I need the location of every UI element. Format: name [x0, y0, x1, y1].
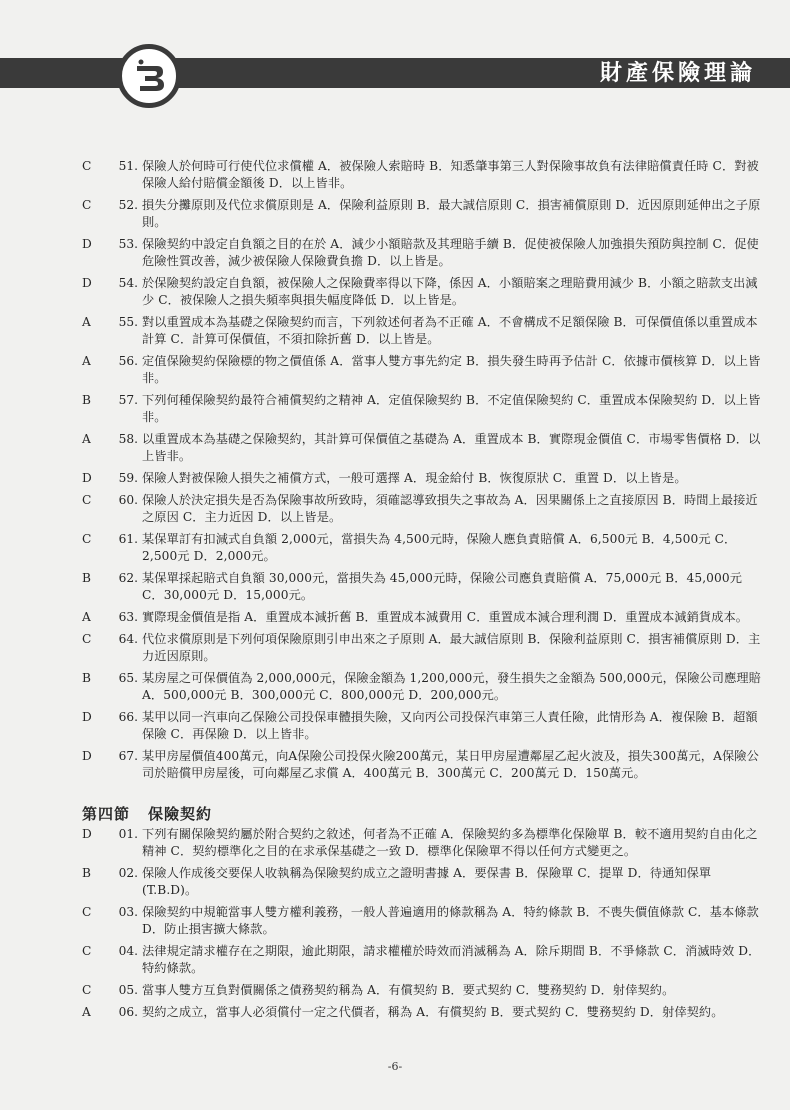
answer-letter: C	[82, 198, 92, 212]
question-number: 67.	[118, 748, 138, 763]
answer-letter: D	[82, 748, 92, 763]
question-list	[0, 158, 790, 787]
question-text: 某甲以同一汽車向乙保險公司投保車體損失險，又向丙公司投保汽車第三人責任險，此情形為 A．複保險 B．超額保險 C．再保險 D．以上皆非。	[142, 709, 758, 741]
question-item	[0, 353, 790, 387]
question-number: 56.	[118, 354, 138, 368]
question-item	[0, 943, 790, 977]
question-item	[0, 314, 790, 348]
question-item	[0, 826, 790, 860]
question-text: 某保單採起賠式自負額 30,000元，當損失為 45,000元時，保險公司應負責賠償 A．75,000元 B．45,000元 C．30,000元 D．15,000元。	[142, 570, 743, 602]
question-item	[0, 275, 790, 309]
dragon-logo-icon	[117, 44, 181, 108]
answer-letter: A	[82, 432, 91, 446]
question-text: 法律規定請求權存在之期限，逾此期限，請求權權於時效而消滅稱為 A．除斥期間 B．不爭條款 C．消滅時效 D．特約條款。	[142, 944, 761, 976]
question-number: 60.	[118, 492, 138, 507]
question-number: 03.	[118, 905, 138, 919]
answer-letter: C	[82, 631, 92, 646]
answer-letter: D	[82, 237, 92, 251]
question-item	[0, 982, 790, 999]
answer-letter: D	[82, 471, 92, 485]
question-text: 某房屋之可保價值為 2,000,000元，保險金額為 1,200,000元，發生損失之金額為 500,000元，保險公司應理賠 A．500,000元 B．300,000元 C．800,000元 D．200,000元。	[142, 670, 761, 702]
question-item	[0, 709, 790, 743]
answer-letter: C	[82, 531, 92, 546]
section-heading	[82, 803, 212, 824]
answer-letter: C	[82, 492, 92, 507]
question-item	[0, 670, 790, 704]
question-text: 保險人於何時可行使代位求償權 A．被保險人索賠時 B．知悉肇事第三人對保險事故負有法律賠償責任時 C．對被保險人給付賠償金額後 D．以上皆非。	[142, 159, 759, 191]
question-item	[0, 158, 790, 192]
question-text: 定值保險契約保險標的物之價值係 A．當事人雙方事先約定 B．損失發生時再予估計 C．依據市價核算 D．以上皆非。	[142, 354, 761, 386]
question-item	[0, 609, 790, 626]
question-text: 保險契約中規範當事人雙方權利義務，一般人普遍適用的條款稱為 A．特約條款 B．不喪失價值條款 C．基本條款 D．防止損害擴大條款。	[142, 905, 759, 937]
question-item	[0, 197, 790, 231]
question-text: 損失分攤原則及代位求償原則是 A．保險利益原則 B．最大誠信原則 C．損害補償原則 D．近因原則延伸出之子原則。	[142, 198, 761, 230]
question-number: 65.	[118, 670, 138, 685]
section-title: 保險契約	[148, 805, 213, 823]
answer-letter: D	[82, 276, 92, 290]
question-number: 05.	[118, 983, 138, 997]
answer-letter: C	[82, 983, 92, 997]
answer-letter: B	[82, 670, 91, 685]
question-number: 59.	[118, 471, 138, 485]
answer-letter: C	[82, 944, 92, 958]
question-number: 53.	[118, 237, 138, 251]
answer-letter: A	[82, 315, 91, 329]
question-number: 64.	[118, 631, 138, 646]
question-item	[0, 631, 790, 665]
question-item	[0, 392, 790, 426]
answer-letter: D	[82, 827, 92, 841]
question-item	[0, 470, 790, 487]
question-number: 55.	[118, 315, 138, 329]
question-number: 62.	[118, 570, 138, 585]
answer-letter: B	[82, 393, 91, 407]
question-number: 02.	[118, 866, 138, 880]
question-item	[0, 904, 790, 938]
question-item	[0, 492, 790, 526]
answer-letter: A	[82, 609, 91, 624]
question-item	[0, 1004, 790, 1021]
answer-letter: C	[82, 905, 92, 919]
question-number: 01.	[118, 827, 138, 841]
question-number: 04.	[118, 944, 138, 958]
question-item	[0, 748, 790, 782]
question-text: 對以重置成本為基礎之保險契約而言，下列敘述何者為不正確 A．不會構成不足額保險 B．可保價值係以重置成本計算 C．計算可保價值，不須扣除折舊 D．以上皆是。	[142, 315, 758, 347]
question-list-section4	[0, 826, 790, 1026]
question-text: 保險人於決定損失是否為保險事故所致時，須確認導致損失之事故為 A．因果關係上之直接原因 B．時間上最接近之原因 C．主力近因 D．以上皆是。	[142, 492, 758, 524]
question-number: 54.	[118, 276, 138, 290]
answer-letter: C	[82, 159, 92, 173]
question-item	[0, 865, 790, 899]
question-text: 以重置成本為基礎之保險契約，其計算可保價值之基礎為 A．重置成本 B．實際現金價值 C．市場零售價格 D．以上皆非。	[142, 432, 761, 464]
header-title: 財產保險理論	[599, 61, 756, 86]
question-number: 52.	[118, 198, 138, 212]
question-number: 66.	[118, 709, 138, 724]
question-text: 下列何種保險契約最符合補償契約之精神 A．定值保險契約 B．不定值保險契約 C．重置成本保險契約 D．以上皆非。	[142, 393, 761, 425]
question-number: 51.	[118, 159, 138, 173]
question-item	[0, 531, 790, 565]
answer-letter: B	[82, 570, 91, 585]
question-text: 下列有關保險契約屬於附合契約之敘述，何者為不正確 A．保險契約多為標準化保險單 B．較不適用契約自由化之精神 C．契約標準化之目的在求承保基礎之一致 D．標準化保險單不得以任何方式變更之。	[142, 827, 758, 859]
question-text: 某保單訂有扣減式自負額 2,000元，當損失為 4,500元時，保險人應負責賠償 A．6,500元 B．4,500元 C．2,500元 D．2,000元。	[142, 531, 737, 563]
section-label: 第四節	[82, 805, 131, 823]
answer-letter: D	[82, 709, 92, 724]
question-number: 58.	[118, 432, 138, 446]
answer-letter: A	[82, 1004, 91, 1019]
question-text: 保險人對被保險人損失之補償方式，一般可選擇 A．現金給付 B．恢復原狀 C．重置 D．以上皆是。	[142, 471, 687, 485]
question-text: 保險契約中設定自負額之目的在於 A．減少小額賠款及其理賠手續 B．促使被保險人加強損失預防與控制 C．促使危險性質改善，減少被保險人保險費負擔 D．以上皆是。	[142, 237, 759, 269]
question-item	[0, 570, 790, 604]
question-text: 於保險契約設定自負額，被保險人之保險費率得以下降，係因 A．小額賠案之理賠費用減少 B．小額之賠款支出減少 C．被保險人之損失頻率與損失幅度降低 D．以上皆是。	[142, 276, 758, 308]
answer-letter: B	[82, 866, 91, 880]
question-text: 契約之成立，當事人必須償付一定之代價者，稱為 A．有償契約 B．要式契約 C．雙務契約 D．射倖契約。	[142, 1004, 724, 1019]
question-text: 當事人雙方互負對價關係之債務契約稱為 A．有償契約 B．要式契約 C．雙務契約 D．射倖契約。	[142, 983, 675, 997]
question-text: 某甲房屋價值400萬元，向A保險公司投保火險200萬元，某日甲房屋遭鄰屋乙起火波及，損失300萬元，A保險公司於賠償甲房屋後，可向鄰屋乙求償 A．400萬元 B．300萬元 C．200萬元 D．150萬元。	[142, 748, 759, 780]
question-number: 06.	[118, 1004, 138, 1019]
question-text: 保險人作成後交要保人收執稱為保險契約成立之證明書據 A．要保書 B．保險單 C．提單 D．待通知保單(T.B.D)。	[142, 866, 712, 898]
page-number: -6-	[387, 1060, 403, 1073]
question-number: 63.	[118, 609, 138, 624]
question-text: 實際現金價值是指 A．重置成本減折舊 B．重置成本減費用 C．重置成本減合理利潤 D．重置成本減銷貨成本。	[142, 609, 749, 624]
question-text: 代位求償原則是下列何項保險原則引申出來之子原則 A．最大誠信原則 B．保險利益原則 C．損害補償原則 D．主力近因原則。	[142, 631, 761, 663]
question-number: 61.	[118, 531, 138, 546]
question-item	[0, 431, 790, 465]
question-item	[0, 236, 790, 270]
answer-letter: A	[82, 354, 91, 368]
question-number: 57.	[118, 393, 138, 407]
